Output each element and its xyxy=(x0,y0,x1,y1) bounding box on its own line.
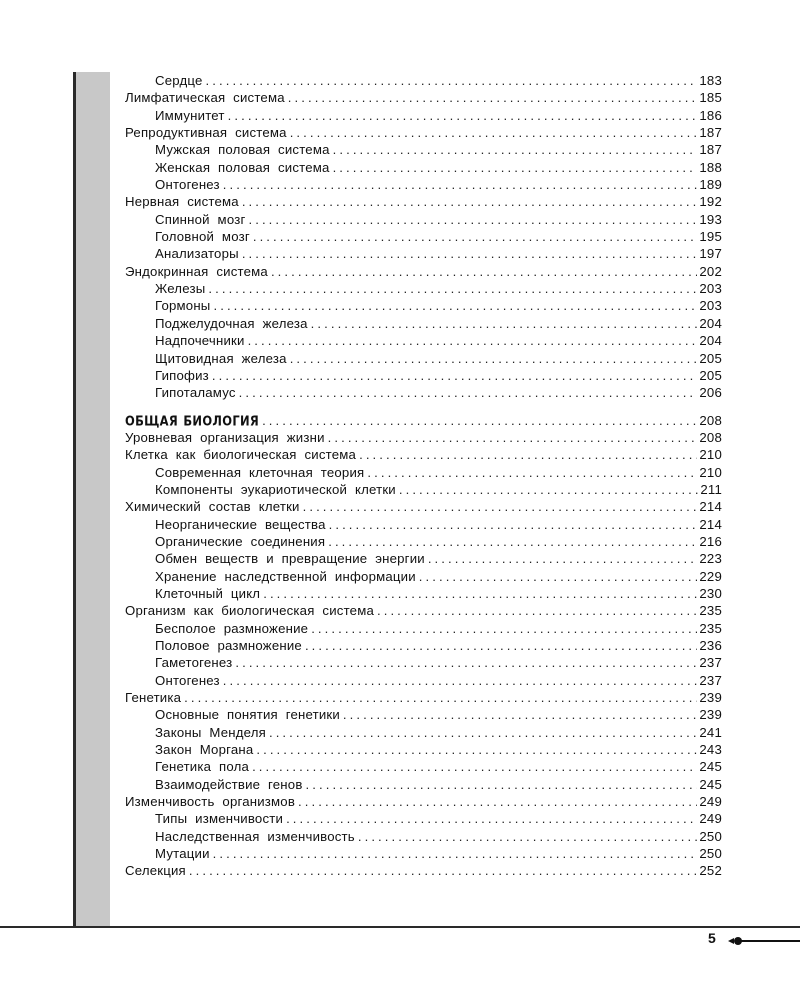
toc-leader-dots xyxy=(242,193,698,210)
toc-leader-dots xyxy=(212,367,697,384)
toc-leader-dots xyxy=(223,176,698,193)
toc-leader-dots xyxy=(206,72,698,89)
toc-leader-dots xyxy=(377,602,697,619)
toc-entry-title: Современная клеточная теория xyxy=(155,464,365,480)
toc-leader-dots xyxy=(329,516,698,533)
toc-entry-page: 229 xyxy=(699,568,722,584)
marker-line xyxy=(740,940,800,942)
toc-entry xyxy=(125,193,722,210)
toc-entry xyxy=(125,585,722,602)
toc-entry-title: Женская половая система xyxy=(155,159,330,175)
toc-entry-title: Нервная система xyxy=(125,194,239,210)
toc-entry-page: 197 xyxy=(699,246,722,262)
toc-entry-title: Лимфатическая система xyxy=(125,90,285,106)
toc-leader-dots xyxy=(288,89,698,106)
toc-leader-dots xyxy=(269,724,697,741)
toc-entry-title: Гипофиз xyxy=(155,367,209,383)
toc-entry-title: Органические соединения xyxy=(155,533,326,549)
toc-entry-page: 214 xyxy=(699,499,722,515)
toc-entry-title: Организм как биологическая система xyxy=(125,603,374,619)
toc-leader-dots xyxy=(252,758,697,775)
toc-leader-dots xyxy=(242,245,698,262)
toc-entry-page: 208 xyxy=(699,429,722,445)
toc-entry-page: 187 xyxy=(699,142,722,158)
toc-leader-dots xyxy=(235,654,697,671)
toc-entry-title: Клетка как биологическая система xyxy=(125,447,357,463)
toc-entry xyxy=(125,706,722,723)
toc-entry-title: Мутации xyxy=(155,846,210,862)
toc-entry xyxy=(125,776,722,793)
toc-entry xyxy=(125,245,722,262)
toc-entry-page: 211 xyxy=(700,481,722,497)
toc-leader-dots xyxy=(239,384,698,401)
toc-entry xyxy=(125,758,722,775)
toc-entry-title: Железы xyxy=(155,281,206,297)
toc-entry-page: 250 xyxy=(699,828,722,844)
margin-bar xyxy=(73,72,110,927)
toc-entry-page: 193 xyxy=(699,211,722,227)
toc-entry-title: Спинной мозг xyxy=(155,211,246,227)
toc-entry xyxy=(125,367,722,384)
toc-entry xyxy=(125,533,722,550)
toc-leader-dots xyxy=(311,620,697,637)
toc-entry-page: 205 xyxy=(699,350,722,366)
toc-entry-page: 206 xyxy=(699,385,722,401)
toc-entry-page: 216 xyxy=(699,533,722,549)
toc-entry xyxy=(125,672,722,689)
toc-entry xyxy=(125,384,722,401)
toc-entry-page: 186 xyxy=(699,107,722,123)
toc-entry-title: Типы изменчивости xyxy=(155,811,284,827)
toc-entry xyxy=(125,141,722,158)
toc-entry-page: 236 xyxy=(699,638,722,653)
toc-entry-title: Генетика пола xyxy=(155,759,250,775)
toc-entry-title: Надпочечники xyxy=(155,333,245,349)
toc-leader-dots xyxy=(428,550,698,567)
toc-entry xyxy=(125,845,722,862)
toc-entry-page: 223 xyxy=(699,551,722,567)
toc-entry xyxy=(125,602,722,619)
table-of-contents xyxy=(125,72,722,880)
toc-entry-title: Селекция xyxy=(125,863,186,879)
page-number: 5 xyxy=(708,930,716,946)
toc-entry-page: 208 xyxy=(699,412,722,428)
toc-entry-title: Эндокринная система xyxy=(125,263,268,279)
toc-leader-dots xyxy=(223,672,698,689)
toc-entry-title: Бесполое размножение xyxy=(155,620,309,636)
toc-entry xyxy=(125,228,722,245)
toc-entry xyxy=(125,637,722,654)
toc-entry-page: 192 xyxy=(699,194,722,210)
toc-entry-title: Генетика xyxy=(125,690,182,706)
toc-entry-title: Взаимодействие генов xyxy=(155,776,303,792)
toc-entry-title: ОБЩАЯ БИОЛОГИЯ xyxy=(125,412,260,429)
bottom-rule xyxy=(0,926,800,928)
toc-entry-title: Поджелудочная железа xyxy=(155,315,308,331)
toc-entry-page: 250 xyxy=(699,846,722,862)
toc-entry-title: Химический состав клетки xyxy=(125,499,300,515)
toc-leader-dots xyxy=(228,107,698,124)
toc-entry-page: 243 xyxy=(699,742,722,758)
toc-leader-dots xyxy=(248,211,697,228)
toc-entry xyxy=(125,689,722,706)
toc-leader-dots xyxy=(358,828,698,845)
toc-entry-page: 214 xyxy=(699,516,722,532)
toc-entry-title: Клеточный цикл xyxy=(155,585,261,601)
toc-entry xyxy=(125,793,722,810)
toc-entry xyxy=(125,315,722,332)
toc-entry-page: 189 xyxy=(699,177,722,193)
toc-entry-page: 187 xyxy=(699,125,722,141)
page-marker-arrow-icon xyxy=(728,937,800,945)
toc-entry xyxy=(125,176,722,193)
toc-leader-dots xyxy=(305,637,697,654)
toc-entry-title: Гипоталамус xyxy=(155,385,236,401)
toc-leader-dots xyxy=(248,332,698,349)
toc-entry-title: Сердце xyxy=(155,73,203,88)
toc-entry-title: Неорганические вещества xyxy=(155,516,326,532)
toc-entry xyxy=(125,72,722,89)
toc-leader-dots xyxy=(253,228,698,245)
toc-section-heading xyxy=(125,412,722,429)
toc-entry-title: Закон Моргана xyxy=(155,742,254,758)
toc-entry-page: 245 xyxy=(699,776,722,792)
toc-entry-title: Гаметогенез xyxy=(155,655,233,671)
toc-entry xyxy=(125,654,722,671)
toc-entry-page: 239 xyxy=(699,707,722,723)
toc-entry-page: 210 xyxy=(699,464,722,480)
toc-entry xyxy=(125,124,722,141)
toc-leader-dots xyxy=(399,481,699,498)
toc-leader-dots xyxy=(328,533,697,550)
toc-entry-page: 237 xyxy=(699,672,722,688)
toc-entry-page: 249 xyxy=(699,811,722,827)
toc-entry-page: 183 xyxy=(699,73,722,88)
toc-entry-page: 204 xyxy=(699,333,722,349)
toc-entry-title: Головной мозг xyxy=(155,229,250,245)
toc-leader-dots xyxy=(303,498,698,515)
toc-entry-page: 230 xyxy=(699,585,722,601)
toc-entry-title: Половое размножение xyxy=(155,638,302,653)
toc-entry xyxy=(125,464,722,481)
toc-entry xyxy=(125,429,722,446)
toc-entry xyxy=(125,280,722,297)
toc-leader-dots xyxy=(256,741,697,758)
toc-entry xyxy=(125,568,722,585)
toc-leader-dots xyxy=(271,263,697,280)
toc-entry xyxy=(125,211,722,228)
toc-entry xyxy=(125,620,722,637)
toc-entry-page: 210 xyxy=(699,447,722,463)
toc-leader-dots xyxy=(213,845,698,862)
toc-entry-title: Уровневая организация жизни xyxy=(125,429,325,445)
toc-entry-page: 188 xyxy=(699,159,722,175)
toc-entry xyxy=(125,159,722,176)
toc-entry xyxy=(125,332,722,349)
toc-leader-dots xyxy=(311,315,698,332)
toc-entry-page: 252 xyxy=(699,863,722,879)
toc-entry xyxy=(125,498,722,515)
toc-entry xyxy=(125,446,722,463)
toc-entry-title: Законы Менделя xyxy=(155,724,266,740)
toc-entry-title: Изменчивость организмов xyxy=(125,794,296,810)
toc-entry xyxy=(125,741,722,758)
toc-entry-page: 241 xyxy=(699,724,722,740)
toc-entry-page: 245 xyxy=(699,759,722,775)
toc-entry xyxy=(125,89,722,106)
toc-leader-dots xyxy=(214,297,698,314)
toc-leader-dots xyxy=(359,446,697,463)
toc-entry-title: Онтогенез xyxy=(155,672,220,688)
toc-entry-title: Щитовидная железа xyxy=(155,350,287,366)
toc-entry xyxy=(125,481,722,498)
toc-leader-dots xyxy=(343,706,697,723)
toc-entry-page: 203 xyxy=(699,298,722,314)
toc-entry-page: 185 xyxy=(699,90,722,106)
toc-leader-dots xyxy=(290,124,698,141)
toc-entry xyxy=(125,350,722,367)
toc-entry-page: 235 xyxy=(699,603,722,619)
toc-leader-dots xyxy=(290,350,698,367)
toc-entry-title: Репродуктивная система xyxy=(125,125,287,141)
toc-entry xyxy=(125,810,722,827)
toc-entry xyxy=(125,297,722,314)
toc-entry xyxy=(125,107,722,124)
toc-leader-dots xyxy=(328,429,698,446)
toc-entry-title: Онтогенез xyxy=(155,177,220,193)
toc-entry-title: Хранение наследственной информации xyxy=(155,568,416,584)
toc-entry-page: 235 xyxy=(699,620,722,636)
toc-leader-dots xyxy=(367,464,697,481)
toc-entry xyxy=(125,550,722,567)
toc-entry-page: 239 xyxy=(699,690,722,706)
toc-entry xyxy=(125,724,722,741)
toc-entry xyxy=(125,263,722,280)
toc-entry xyxy=(125,862,722,879)
toc-entry-page: 205 xyxy=(699,367,722,383)
toc-entry-page: 237 xyxy=(699,655,722,671)
toc-entry xyxy=(125,828,722,845)
toc-leader-dots xyxy=(262,412,697,429)
toc-leader-dots xyxy=(184,689,697,706)
toc-leader-dots xyxy=(189,862,698,879)
toc-entry-title: Компоненты эукариотической клетки xyxy=(155,481,396,497)
toc-leader-dots xyxy=(419,568,698,585)
toc-entry xyxy=(125,516,722,533)
toc-entry-title: Обмен веществ и превращение энергии xyxy=(155,551,425,567)
toc-leader-dots xyxy=(208,280,697,297)
toc-leader-dots xyxy=(263,585,697,602)
toc-leader-dots xyxy=(333,141,698,158)
toc-entry-title: Анализаторы xyxy=(155,246,239,262)
toc-entry-page: 202 xyxy=(699,263,722,279)
toc-leader-dots xyxy=(298,793,697,810)
toc-entry-page: 203 xyxy=(699,281,722,297)
toc-entry-title: Мужская половая система xyxy=(155,142,330,158)
toc-entry-page: 195 xyxy=(699,229,722,245)
toc-leader-dots xyxy=(286,810,697,827)
toc-leader-dots xyxy=(306,776,698,793)
toc-entry-title: Наследственная изменчивость xyxy=(155,828,355,844)
toc-entry-page: 204 xyxy=(699,315,722,331)
toc-leader-dots xyxy=(333,159,698,176)
toc-entry-page: 249 xyxy=(699,794,722,810)
toc-entry-title: Гормоны xyxy=(155,298,211,314)
toc-entry-title: Основные понятия генетики xyxy=(155,707,340,723)
toc-entry-title: Иммунитет xyxy=(155,107,225,123)
